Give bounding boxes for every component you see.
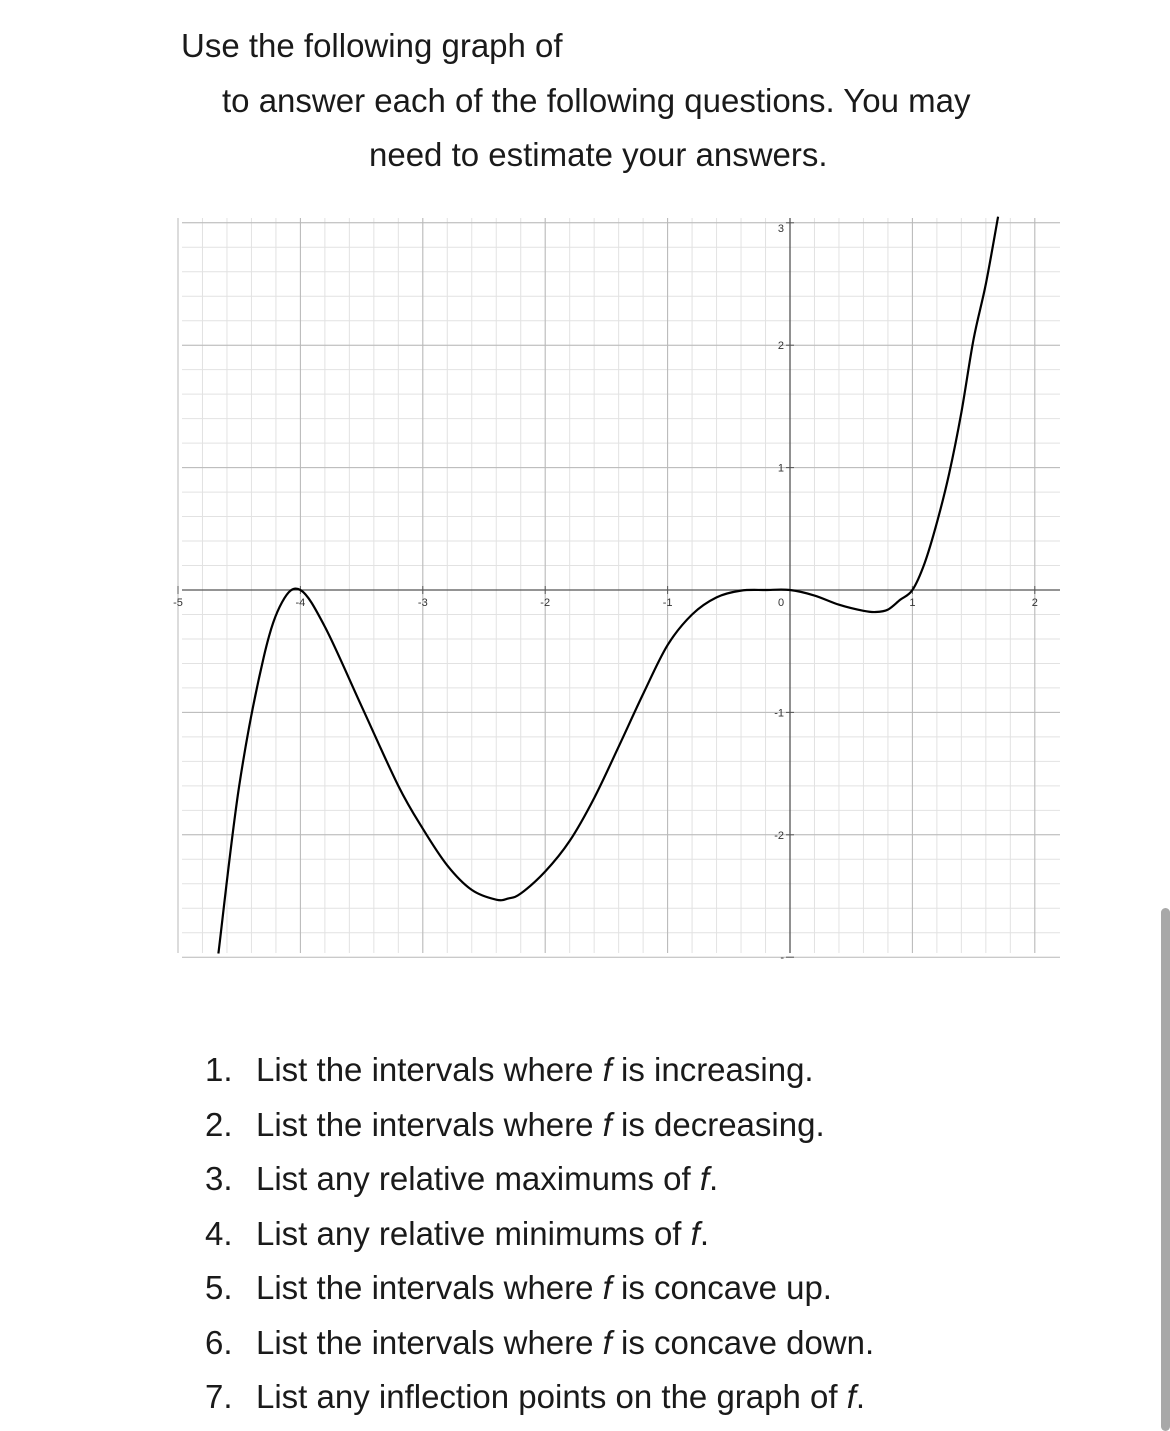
question-text-end: is concave up.: [611, 1269, 832, 1306]
question-text-end: .: [708, 1160, 719, 1197]
question-text: List the intervals where: [256, 1105, 603, 1143]
y-tick-label: -2: [774, 829, 784, 842]
question-item: [205, 1373, 874, 1428]
question-text-end: is decreasing.: [611, 1105, 825, 1143]
x-tick-label: 1: [909, 597, 916, 609]
function-variable: f: [699, 1160, 709, 1197]
question-item: [205, 1046, 874, 1101]
question-text-end: is concave down.: [611, 1323, 875, 1361]
question-text-end: is increasing.: [611, 1051, 814, 1088]
intro-line-3: need to estimate your answers.: [369, 136, 828, 173]
function-graph: [170, 210, 1065, 965]
minor-grid: [182, 218, 1060, 953]
question-item: [205, 1155, 874, 1210]
curve-f: [218, 217, 998, 954]
question-text: List any inflection points on the graph of: [256, 1378, 847, 1415]
question-number: 5.: [205, 1269, 233, 1306]
x-tick-label: 2: [1031, 597, 1038, 609]
question-item: [205, 1210, 874, 1265]
scrollbar-thumb[interactable]: [1161, 908, 1170, 1431]
intro-line-1: Use the following graph of: [181, 27, 563, 64]
question-number: 6.: [205, 1323, 233, 1361]
x-tick-label: 0: [777, 597, 785, 609]
function-variable: f: [602, 1323, 612, 1361]
y-tick-label: -1: [774, 707, 784, 720]
question-text: List any relative maximums of: [256, 1160, 700, 1197]
question-number: 2.: [205, 1105, 233, 1143]
question-item: [205, 1264, 874, 1319]
question-text: List any relative minimums of: [256, 1214, 691, 1252]
question-text-end: .: [699, 1214, 709, 1252]
y-tick-label: -: [780, 952, 784, 965]
question-number: 3.: [205, 1160, 233, 1197]
intro-line-2: to answer each of the following questions. You may: [222, 82, 971, 119]
function-variable: f: [602, 1269, 612, 1306]
x-tick-label: -4: [295, 597, 306, 609]
function-variable: f: [846, 1378, 856, 1415]
question-item: [205, 1101, 874, 1156]
question-number: 1.: [205, 1051, 233, 1088]
x-tick-label: -3: [417, 597, 428, 609]
x-tick-label: -1: [662, 597, 673, 609]
y-tick-label: 1: [777, 462, 784, 475]
question-number: 4.: [205, 1214, 233, 1252]
question-item: [205, 1319, 874, 1374]
x-tick-label: -2: [540, 597, 551, 609]
function-variable: f: [690, 1214, 700, 1252]
y-tick-label: 3: [777, 222, 784, 235]
question-text: List the intervals where: [256, 1269, 603, 1306]
function-variable: f: [602, 1105, 612, 1143]
y-tick-label: 2: [777, 340, 784, 353]
question-number: 7.: [205, 1378, 233, 1415]
x-tick-label: -5: [173, 597, 183, 609]
question-list: [205, 1046, 874, 1428]
question-text-end: .: [855, 1378, 866, 1415]
axes: [182, 218, 1060, 953]
question-text: List the intervals where: [256, 1323, 603, 1361]
function-variable: f: [602, 1051, 612, 1088]
question-text: List the intervals where: [256, 1051, 603, 1088]
